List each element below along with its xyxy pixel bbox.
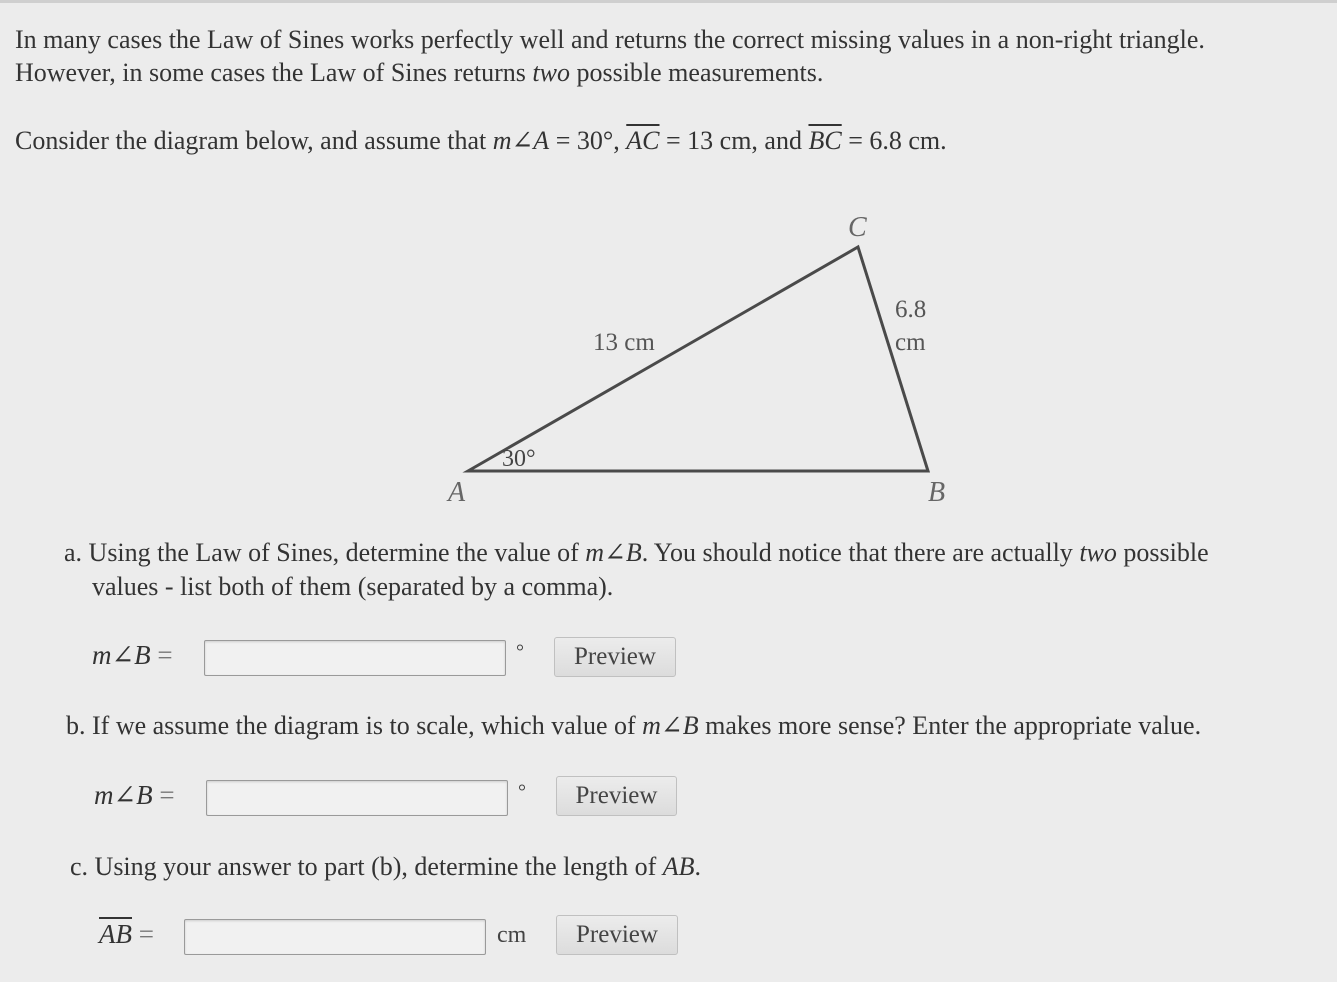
part-a-label: m∠B = xyxy=(92,640,173,670)
angle-a-label: 30° xyxy=(502,446,536,472)
part-c-label: $\overline{AB}$ = xyxy=(99,919,154,949)
side-bc-label-1: 6.8 xyxy=(895,296,927,323)
side-bc-label-2: cm xyxy=(895,329,926,356)
intro-line-2: However, in some cases the Law of Sines returns two possible measurements. xyxy=(15,58,824,87)
part-b-label: m∠B = xyxy=(94,780,175,810)
intro-line-1: In many cases the Law of Sines works perfectly well and returns the correct missing values in a non-right triangle. xyxy=(15,25,1205,54)
part-b-degree-unit: ° xyxy=(518,781,526,803)
part-a-question-line-1: a. Using the Law of Sines, determine the value of m∠B. You should notice that there are actually two possible xyxy=(64,538,1209,567)
vertex-c-label: C xyxy=(848,212,867,243)
intro-emphasis: two xyxy=(532,58,570,87)
side-ac-label: 13 cm xyxy=(593,329,655,356)
part-a-degree-unit: ° xyxy=(516,641,524,663)
triangle-shape xyxy=(468,247,928,471)
vertex-b-label: B xyxy=(928,477,946,508)
part-b-angle-input[interactable] xyxy=(206,780,508,816)
part-b-question: b. If we assume the diagram is to scale, which value of m∠B makes more sense? Enter the appropriate value. xyxy=(66,711,1202,740)
part-c-preview-button[interactable]: Preview xyxy=(556,915,678,955)
part-a-preview-button[interactable]: Preview xyxy=(554,637,676,677)
part-a-question-line-2: values - list both of them (separated by a comma). xyxy=(92,572,614,601)
part-b-preview-button[interactable]: Preview xyxy=(556,776,677,816)
angle-a-symbol: m∠A xyxy=(492,126,550,155)
part-c-length-input[interactable] xyxy=(184,919,486,955)
part-a-angle-input[interactable] xyxy=(204,640,506,676)
part-c-cm-unit: cm xyxy=(497,922,527,948)
part-c-question: c. Using your answer to part (b), determine the length of AB. xyxy=(70,852,702,881)
consider-statement: Consider the diagram below, and assume that m∠A = 30°, $\overline{AC} = 13$ cm, and $\overline{BC} = 6.8$ cm. xyxy=(15,126,947,155)
segment-bc: $\overline{BC}$ xyxy=(808,126,842,155)
vertex-a-label: A xyxy=(448,477,466,508)
segment-ac: $\overline{AC}$ xyxy=(626,126,660,155)
